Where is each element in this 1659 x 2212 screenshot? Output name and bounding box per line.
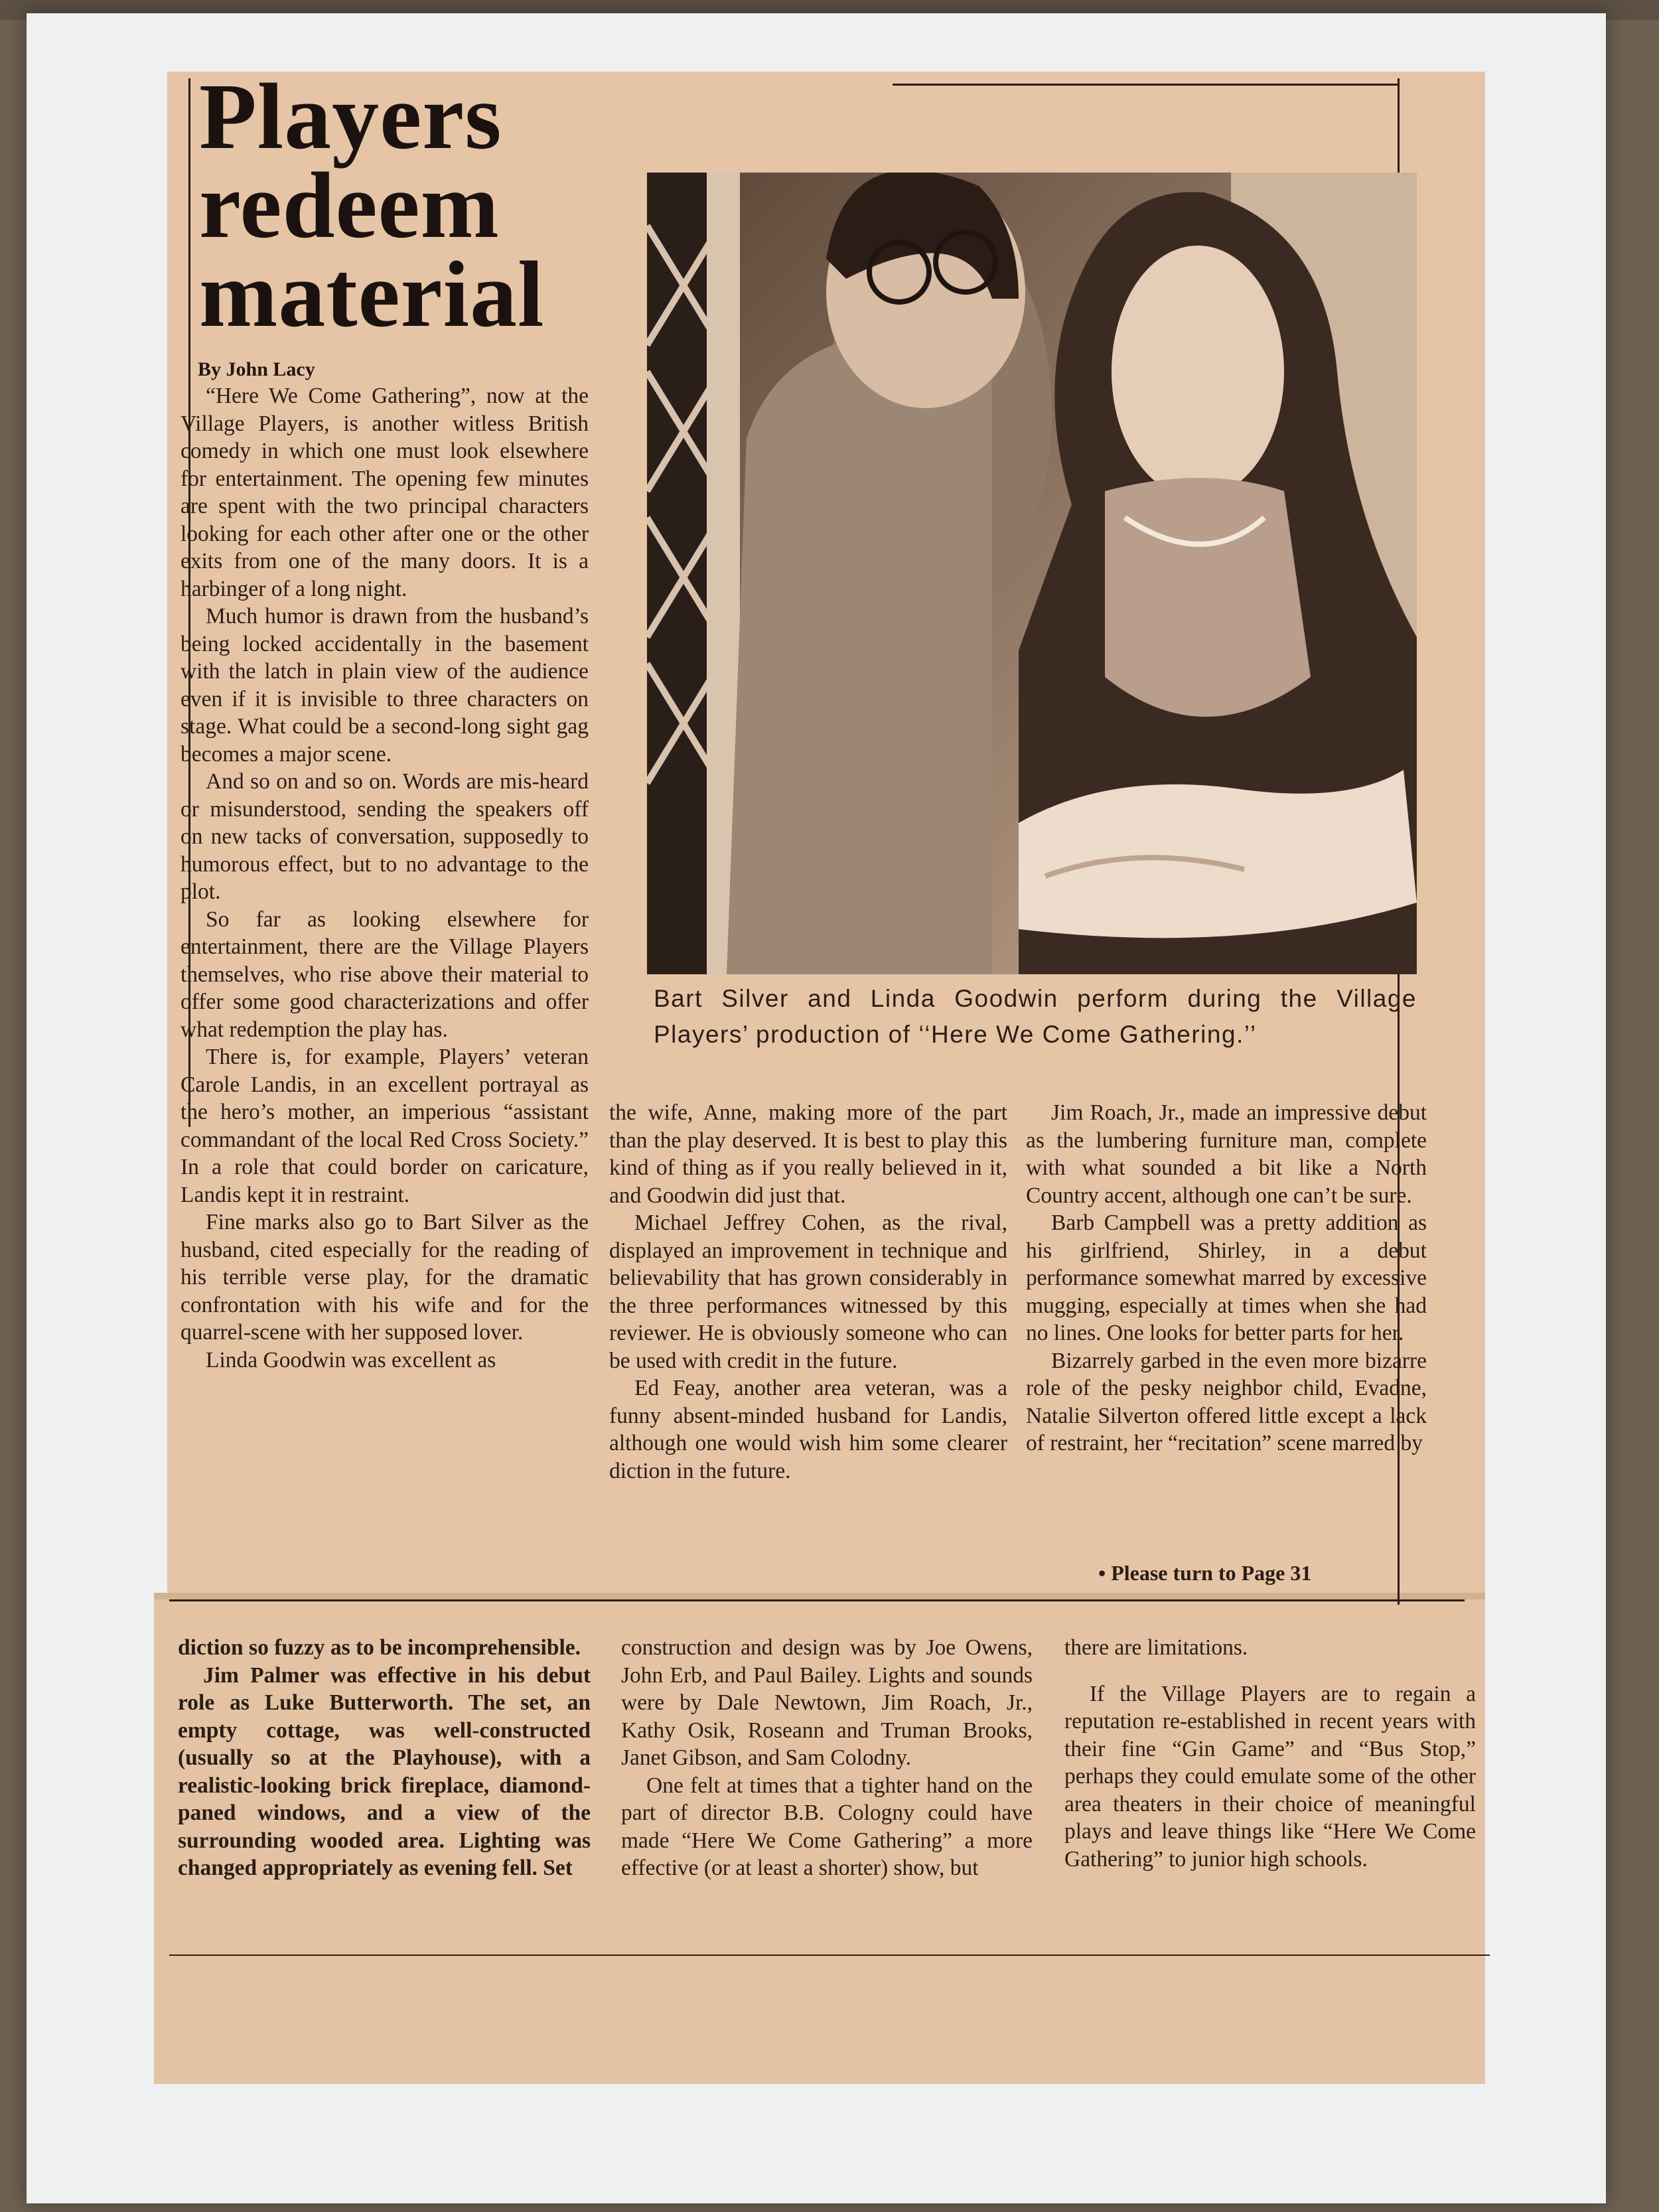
bottom-rule bbox=[169, 1954, 1490, 1956]
top-right-rule bbox=[893, 84, 1399, 86]
continuation-column-2 bbox=[621, 1634, 1033, 1882]
paragraph: Barb Campbell was a pretty addition as his girlfriend, Shirley, in a debut performance somewhat marred by excessive mugging, especially at times when she had no lines. One looks for better parts for her. bbox=[1026, 1211, 1427, 1345]
paragraph: Bizarrely garbed in the even more bizarre role of the pesky neighbor child, Evadne, Natalie Silverton offered little except a lack of restraint, her “recitation” scene marred by bbox=[1026, 1348, 1427, 1455]
paragraph: construction and design was by Joe Owens, John Erb, and Paul Bailey. Lights and sounds were by Dale Newtown, Jim Roach, Jr., Kathy Osik, Roseann and Truman Brooks, Janet Gibson, and Sam Colodny. bbox=[621, 1635, 1033, 1770]
paragraph: There is, for example, Players’ veteran Carole Landis, in an excellent portrayal as the hero’s mother, an imperious “assistant commandant of the local Red Cross Society.” In a role that could border on caricature, Landis kept it in restraint. bbox=[180, 1045, 589, 1207]
paragraph: the wife, Anne, making more of the part than the play deserved. It is best to play this kind of thing as if you really believed in it, and Goodwin did just that. bbox=[609, 1100, 1007, 1208]
paragraph: Michael Jeffrey Cohen, as the rival, displayed an improvement in technique and believability that has grown considerably in the three performances witnessed by this reviewer. He is obviously someone who can be used with credit in the future. bbox=[609, 1211, 1007, 1373]
continuation-column-3 bbox=[1064, 1634, 1476, 1873]
paragraph: Ed Feay, another area veteran, was a funny absent-minded husband for Landis, although one would wish him some clearer diction in the future. bbox=[609, 1376, 1007, 1483]
paragraph: Linda Goodwin was excellent as bbox=[206, 1347, 496, 1372]
article-column-3 bbox=[1026, 1099, 1427, 1457]
continued-notice: • Please turn to Page 31 bbox=[1098, 1561, 1312, 1585]
article-column-2 bbox=[609, 1099, 1007, 1485]
paragraph: Much humor is drawn from the husband’s being locked accidentally in the basement with the latch in plain view of the audience even if it is invisible to three characters on stage. What could be a second-long sight gag becomes a major scene. bbox=[180, 604, 589, 767]
paragraph: If the Village Players are to regain a reputation re-established in recent years with their fine “Gin Game” and “Bus Stop,” perhaps they could emulate some of the other area theaters in their choice of meaningful plays and leave things like “Here We Come Gathering” to junior high schools. bbox=[1064, 1681, 1476, 1872]
photo-illustration bbox=[647, 173, 1417, 974]
paragraph: “Here We Come Gathering”, now at the Village Players, is another witless British comedy in which one must look elsewhere for entertainment. The opening few minutes are spent with the two principal characters looking for each other after one or the other exits from one of the many doors. It is a harbinger of a long night. bbox=[180, 384, 589, 601]
article-column-1 bbox=[180, 382, 589, 1374]
paragraph: And so on and so on. Words are mis-heard or misunderstood, sending the speakers off on new tacks of conversation, supposedly to humorous effect, but to no advantage to the plot. bbox=[180, 769, 589, 904]
paragraph: Fine marks also go to Bart Silver as the husband, cited especially for the reading of his terrible verse play, for the dramatic confrontation with his wife and for the quarrel-scene with her supposed lover. bbox=[180, 1210, 589, 1345]
paragraph: So far as looking elsewhere for entertainment, there are the Village Players themselves, who rise above their material to offer some good characterizations and offer what redemption the play has. bbox=[180, 907, 589, 1042]
continuation-column-1 bbox=[178, 1634, 591, 1882]
byline: By John Lacy bbox=[198, 358, 315, 380]
photo-caption: Bart Silver and Linda Goodwin perform during the Village Players’ production of ‘‘Here We Come Gathering.’’ bbox=[654, 985, 1417, 1048]
paragraph: Jim Roach, Jr., made an impressive debut as the lumbering furniture man, complete with what sounded a bit like a North Country accent, although one can’t be sure. bbox=[1026, 1100, 1427, 1208]
headline: Players redeem material bbox=[199, 64, 545, 346]
section-divider-rule bbox=[169, 1599, 1465, 1601]
paragraph: diction so fuzzy as to be incomprehensible. bbox=[178, 1635, 581, 1660]
paragraph: One felt at times that a tighter hand on the part of director B.B. Cologny could have made “Here We Come Gathering” a more effective (or at least a shorter) show, but bbox=[621, 1773, 1033, 1880]
photo-actors bbox=[647, 173, 1417, 974]
paragraph: there are limitations. bbox=[1064, 1635, 1248, 1660]
paragraph: Jim Palmer was effective in his debut role as Luke Butterworth. The set, an empty cottage, was well-constructed (usually so at the Playhouse), with a realistic-looking brick fireplace, diamond-paned windows, and a view of the surrounding wooded area. Lighting was changed appropriately as evening fell. Set bbox=[178, 1662, 591, 1880]
